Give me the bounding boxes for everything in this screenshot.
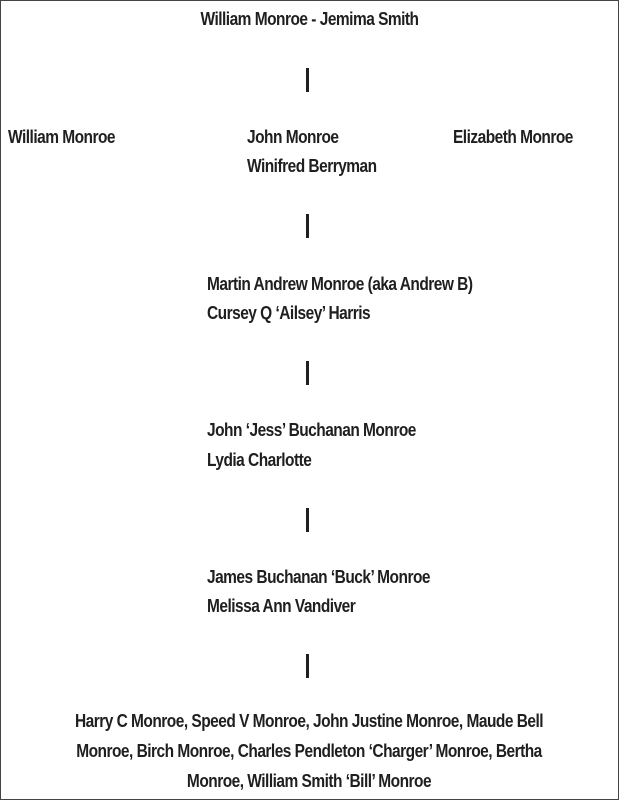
- sibling-elizabeth-monroe: Elizabeth Monroe: [453, 127, 573, 147]
- connector-line-5: [306, 654, 309, 678]
- children-line-3: Monroe, William Smith ‘Bill’ Monroe: [186, 771, 432, 791]
- connector-line-4: [306, 508, 309, 532]
- children-line-2: Monroe, Birch Monroe, Charles Pendleton ‘Charger’ Monroe, Bertha: [76, 741, 542, 761]
- sibling-william-monroe: William Monroe: [8, 127, 116, 147]
- spouse-cursey-harris: Cursey Q ‘Ailsey’ Harris: [207, 303, 371, 323]
- person-martin-andrew-monroe: Martin Andrew Monroe (aka Andrew B): [207, 274, 473, 294]
- connector-line-2: [306, 214, 309, 238]
- person-john-jess-buchanan-monroe: John ‘Jess’ Buchanan Monroe: [207, 420, 416, 440]
- person-john-monroe: John Monroe: [247, 127, 339, 147]
- spouse-winifred-berryman: Winifred Berryman: [247, 156, 377, 176]
- person-james-buchanan-monroe: James Buchanan ‘Buck’ Monroe: [207, 567, 430, 587]
- connector-line-1: [306, 68, 309, 92]
- connector-line-3: [306, 361, 309, 385]
- children-line-1: Harry C Monroe, Speed V Monroe, John Justine Monroe, Maude Bell: [74, 711, 544, 731]
- children-list: [14, 706, 604, 796]
- spouse-lydia-charlotte: Lydia Charlotte: [207, 450, 312, 470]
- root-couple: William Monroe - Jemima Smith: [200, 9, 419, 29]
- spouse-melissa-ann-vandiver: Melissa Ann Vandiver: [207, 596, 356, 616]
